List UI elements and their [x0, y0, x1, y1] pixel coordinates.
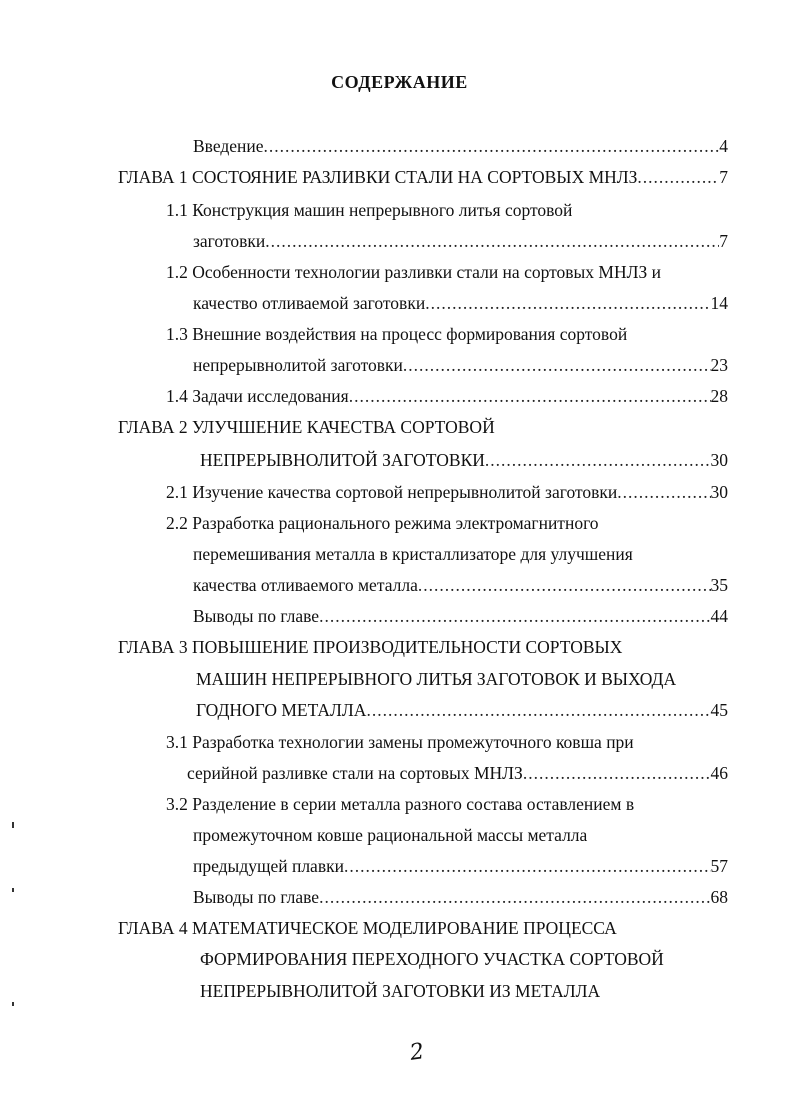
toc-page-number: 46	[710, 763, 728, 783]
toc-entry-1-1	[193, 230, 728, 252]
toc-entry-1-3	[193, 354, 728, 376]
toc-entry-introduction	[193, 135, 728, 157]
toc-page-number: 30	[710, 450, 728, 470]
toc-entry-2-2	[193, 574, 728, 596]
toc-entry-1-4	[166, 385, 728, 407]
dot-leader	[319, 886, 710, 908]
dot-leader	[637, 166, 719, 188]
toc-entry-text: предыдущей плавки	[193, 856, 344, 876]
toc-entry-text: качества отливаемого металла	[193, 575, 418, 595]
toc-page-number: 23	[710, 355, 728, 375]
toc-entry-text: качество отливаемой заготовки	[193, 293, 426, 313]
toc-page-number: 7	[719, 231, 728, 251]
toc-entry-chapter-2-line1: ГЛАВА 2 УЛУЧШЕНИЕ КАЧЕСТВА СОРТОВОЙ	[118, 417, 495, 437]
dot-leader	[264, 135, 720, 157]
toc-page-number: 7	[719, 167, 728, 187]
scan-speck	[12, 822, 14, 828]
toc-entry-chapter-4-line3: НЕПРЕРЫВНОЛИТОЙ ЗАГОТОВКИ ИЗ МЕТАЛЛА	[200, 981, 601, 1001]
dot-leader	[485, 449, 711, 471]
page-number: 2	[408, 1039, 426, 1066]
toc-page-number: 44	[710, 606, 728, 626]
toc-entry-3-2	[193, 855, 728, 877]
toc-entry-text: заготовки	[193, 231, 266, 251]
toc-entry-text: Выводы по главе	[193, 887, 320, 907]
toc-page-number: 68	[710, 887, 728, 907]
toc-entry-text: ГЛАВА 1 СОСТОЯНИЕ РАЗЛИВКИ СТАЛИ НА СОРТОВЫХ МНЛЗ	[118, 167, 638, 187]
toc-page-number: 14	[710, 293, 728, 313]
toc-entry-chapter-3-line1: ГЛАВА 3 ПОВЫШЕНИЕ ПРОИЗВОДИТЕЛЬНОСТИ СОРТОВЫХ	[118, 637, 623, 657]
dot-leader	[319, 605, 710, 627]
toc-entry-chapter-2-conclusions	[193, 605, 728, 627]
toc-entry-text: непрерывнолитой заготовки	[193, 355, 403, 375]
dot-leader	[617, 481, 710, 503]
toc-entry-chapter-3	[196, 699, 728, 721]
toc-page-number: 57	[710, 856, 728, 876]
dot-leader	[403, 354, 711, 376]
toc-entry-3-1	[187, 762, 728, 784]
toc-entry-chapter-4-line2: ФОРМИРОВАНИЯ ПЕРЕХОДНОГО УЧАСТКА СОРТОВОЙ	[200, 949, 664, 969]
scan-speck	[12, 888, 14, 892]
dot-leader	[523, 762, 711, 784]
toc-entry-1-2-line1: 1.2 Особенности технологии разливки стали на сортовых МНЛЗ и	[166, 262, 661, 282]
toc-entry-text: серийной разливке стали на сортовых МНЛЗ	[187, 763, 523, 783]
toc-entry-chapter-4-line1: ГЛАВА 4 МАТЕМАТИЧЕСКОЕ МОДЕЛИРОВАНИЕ ПРОЦЕССА	[118, 918, 617, 938]
toc-entry-text: 2.1 Изучение качества сортовой непрерывнолитой заготовки	[166, 482, 618, 502]
toc-entry-1-1-line1: 1.1 Конструкция машин непрерывного литья сортовой	[166, 200, 573, 220]
toc-entry-3-1-line1: 3.1 Разработка технологии замены промежуточного ковша при	[166, 732, 634, 752]
toc-entry-1-3-line1: 1.3 Внешние воздействия на процесс формирования сортовой	[166, 324, 628, 344]
dot-leader	[366, 699, 710, 721]
toc-page-number: 35	[710, 575, 728, 595]
toc-entry-text: Выводы по главе	[193, 606, 320, 626]
toc-entry-chapter-2	[200, 449, 728, 471]
toc-entry-3-2-line1: 3.2 Разделение в серии металла разного состава оставлением в	[166, 794, 635, 814]
toc-entry-text: НЕПРЕРЫВНОЛИТОЙ ЗАГОТОВКИ	[200, 450, 485, 470]
dot-leader	[418, 574, 711, 596]
toc-page-number: 4	[719, 136, 728, 156]
toc-entry-chapter-1	[118, 166, 728, 188]
toc-page-number: 28	[710, 386, 728, 406]
toc-page-number: 45	[710, 700, 728, 720]
dot-leader	[265, 230, 719, 252]
dot-leader	[349, 385, 711, 407]
toc-entry-2-1	[166, 481, 728, 503]
toc-entry-chapter-3-line2: МАШИН НЕПРЕРЫВНОГО ЛИТЬЯ ЗАГОТОВОК И ВЫХОДА	[196, 669, 677, 689]
toc-entry-3-2-line2: промежуточном ковше рациональной массы металла	[193, 825, 588, 845]
dot-leader	[344, 855, 711, 877]
toc-entry-chapter-3-conclusions	[193, 886, 728, 908]
scan-speck	[12, 1002, 14, 1006]
toc-entry-2-2-line1: 2.2 Разработка рационального режима электромагнитного	[166, 513, 599, 533]
toc-entry-text: Введение	[193, 136, 264, 156]
toc-entry-1-2	[193, 292, 728, 314]
toc-entry-text: ГОДНОГО МЕТАЛЛА	[196, 700, 367, 720]
toc-entry-text: 1.4 Задачи исследования	[166, 386, 349, 406]
page-title: СОДЕРЖАНИЕ	[331, 72, 468, 92]
toc-entry-2-2-line2: перемешивания металла в кристаллизаторе для улучшения	[193, 544, 633, 564]
dot-leader	[425, 292, 710, 314]
toc-page-number: 30	[710, 482, 728, 502]
